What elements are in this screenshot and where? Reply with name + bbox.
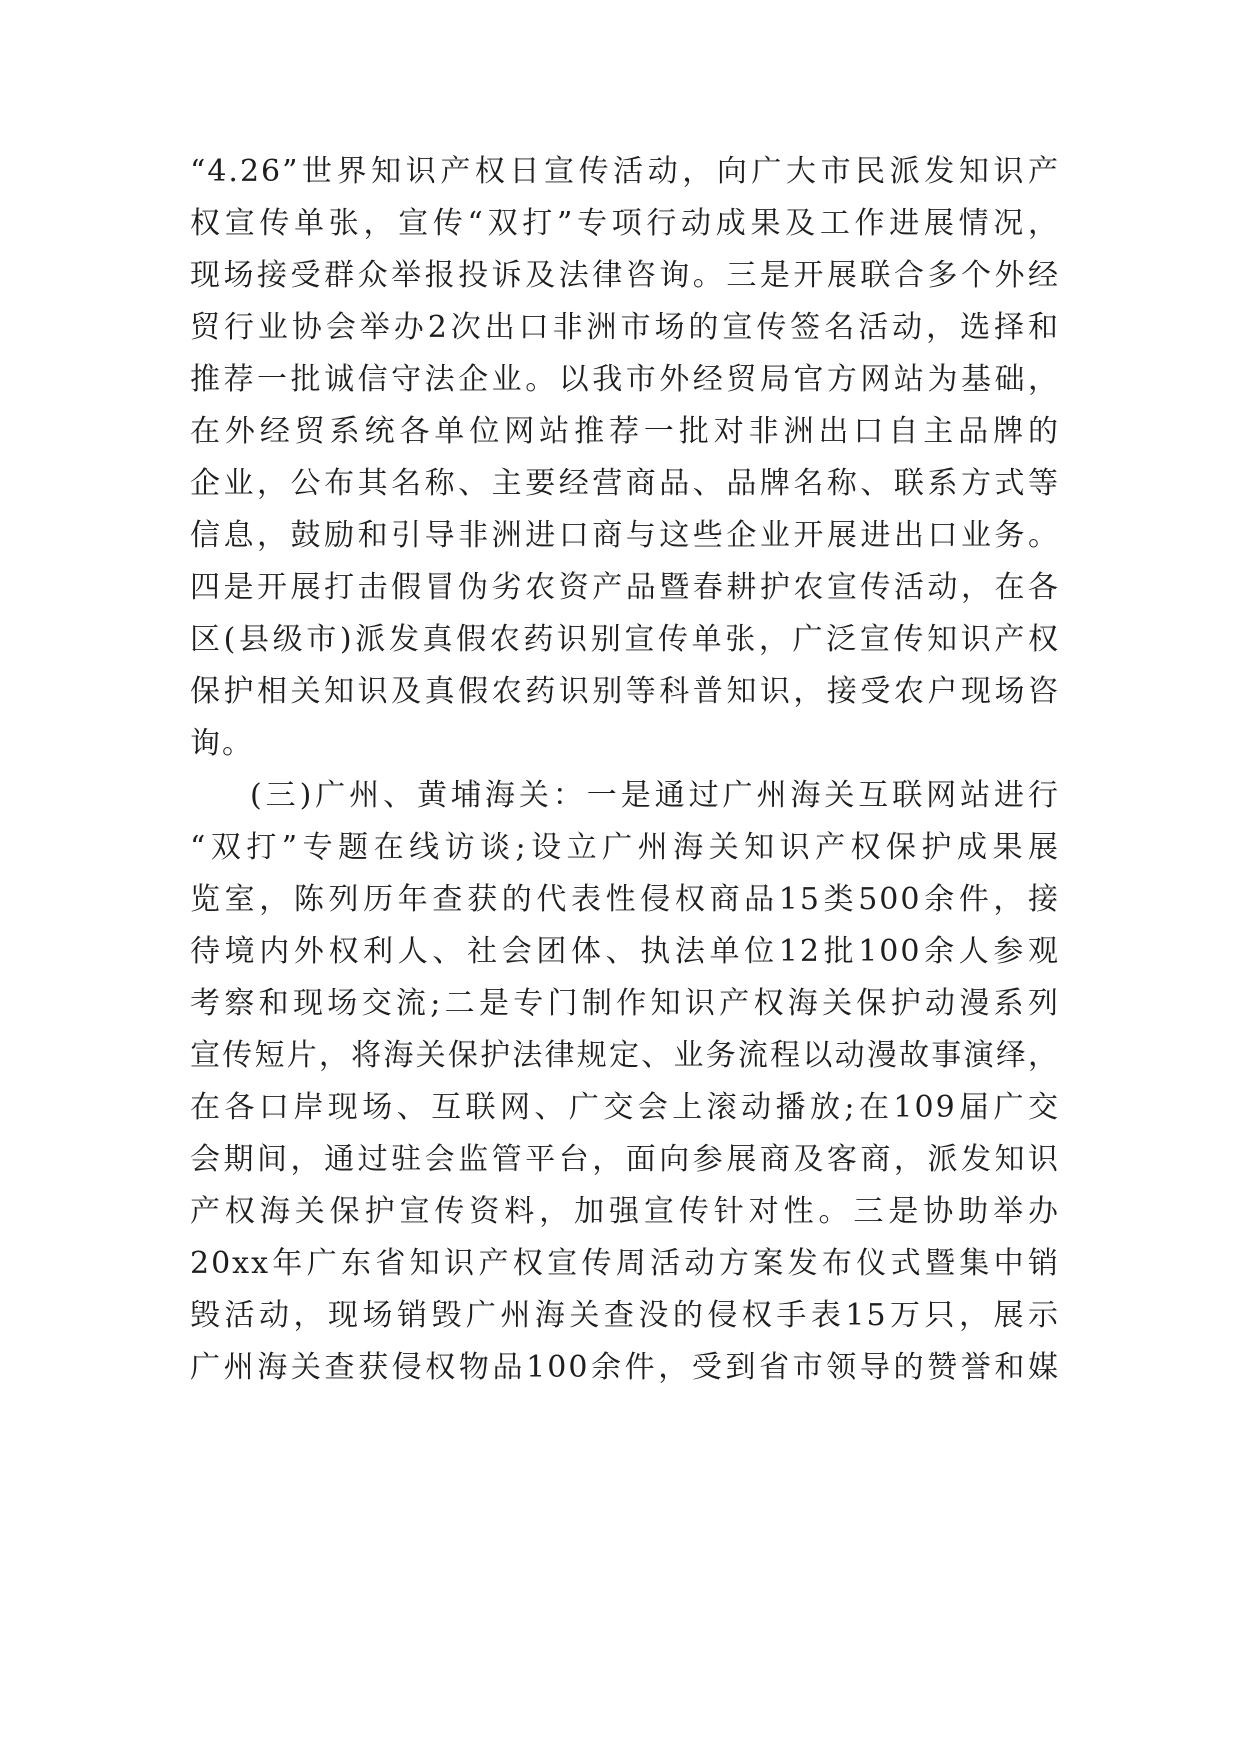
text-line: “双打”专题在线访谈;设立广州海关知识产权保护成果展 [190, 830, 1060, 865]
text-line: 考察和现场交流;二是专门制作知识产权海关保护动漫系列 [190, 986, 1060, 1021]
text-line: 产权海关保护宣传资料，加强宣传针对性。三是协助举办 [190, 1194, 1060, 1229]
text-line: 推荐一批诚信守法企业。以我市外经贸局官方网站为基础， [190, 362, 1060, 397]
text-line: 权宣传单张，宣传“双打”专项行动成果及工作进展情况， [190, 206, 1060, 241]
text-line: 览室，陈列历年查获的代表性侵权商品15类500余件，接 [190, 882, 1060, 917]
text-line: 保护相关知识及真假农药识别等科普知识，接受农户现场咨 [190, 674, 1060, 709]
text-line: 在外经贸系统各单位网站推荐一批对非洲出口自主品牌的 [190, 414, 1060, 449]
text-line: 会期间，通过驻会监管平台，面向参展商及客商，派发知识 [190, 1142, 1060, 1177]
text-line: 企业，公布其名称、主要经营商品、品牌名称、联系方式等 [190, 466, 1060, 501]
text-line: 信息，鼓励和引导非洲进口商与这些企业开展进出口业务。 [190, 518, 1060, 553]
text-line: 贸行业协会举办2次出口非洲市场的宣传签名活动，选择和 [190, 310, 1060, 345]
text-line: “4.26”世界知识产权日宣传活动，向广大市民派发知识产 [190, 154, 1060, 189]
paragraph-heading-line: (三)广州、黄埔海关：一是通过广州海关互联网站进行 [250, 778, 1060, 813]
text-line: 现场接受群众举报投诉及法律咨询。三是开展联合多个外经 [190, 258, 1060, 293]
text-line: 毁活动，现场销毁广州海关查没的侵权手表15万只，展示 [190, 1298, 1060, 1333]
text-line: 区(县级市)派发真假农药识别宣传单张，广泛宣传知识产权 [190, 622, 1060, 657]
text-line: 待境内外权利人、社会团体、执法单位12批100余人参观 [190, 934, 1060, 969]
text-line: 宣传短片，将海关保护法律规定、业务流程以动漫故事演绎， [190, 1038, 1060, 1073]
text-line: 广州海关查获侵权物品100余件，受到省市领导的赞誉和媒 [190, 1350, 1060, 1385]
text-line: 在各口岸现场、互联网、广交会上滚动播放;在109届广交 [190, 1090, 1060, 1125]
text-line: 20xx年广东省知识产权宣传周活动方案发布仪式暨集中销 [190, 1246, 1060, 1281]
text-line: 四是开展打击假冒伪劣农资产品暨春耕护农宣传活动，在各 [190, 570, 1060, 605]
text-line: 询。 [190, 726, 254, 761]
